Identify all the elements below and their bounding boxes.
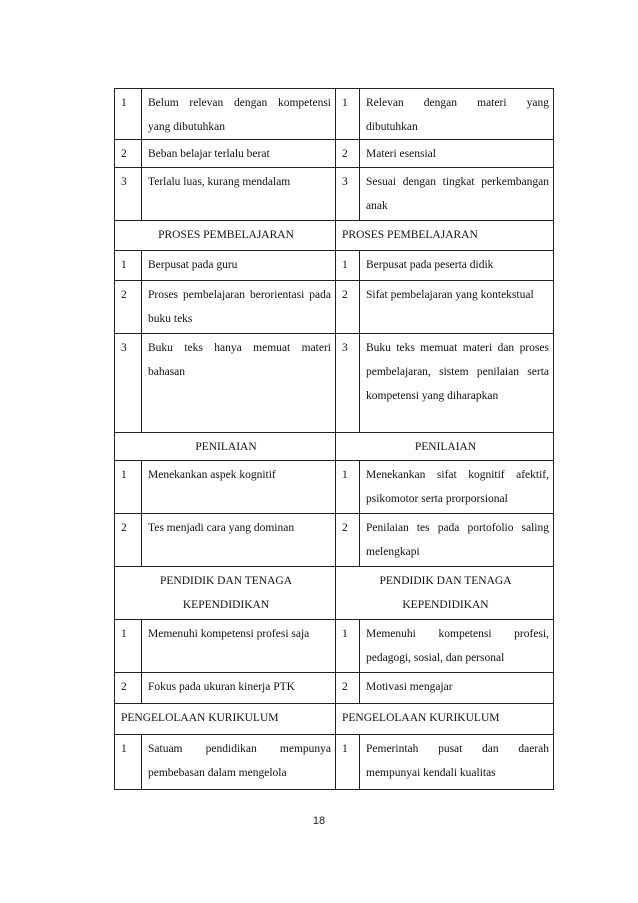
section-title: PROSES PEMBELAJARAN — [336, 221, 554, 251]
row-number: 1 — [115, 620, 142, 673]
row-number: 2 — [115, 140, 142, 168]
row-number: 2 — [336, 140, 360, 168]
table-row — [115, 514, 554, 567]
cell-new-curriculum: Pemerintah pusat dan daerah mempunyai kendali kualitas — [360, 735, 554, 790]
row-number: 3 — [336, 334, 360, 433]
row-number: 1 — [115, 735, 142, 790]
section-title: PENILAIAN — [336, 433, 554, 461]
section-title: PENGELOLAAN KURIKULUM — [115, 704, 336, 735]
cell-new-curriculum: Berpusat pada peserta didik — [360, 251, 554, 281]
row-number: 2 — [336, 514, 360, 567]
row-number: 3 — [115, 334, 142, 433]
cell-new-curriculum: Motivasi mengajar — [360, 673, 554, 704]
cell-old-curriculum: Memenuhi kompetensi profesi saja — [142, 620, 336, 673]
cell-old-curriculum: Satuam pendidikan mempunya pembebasan dalam mengelola — [142, 735, 336, 790]
cell-old-curriculum: Terlalu luas, kurang mendalam — [142, 168, 336, 221]
row-number: 3 — [115, 168, 142, 221]
section-title-line: PENDIDIK DAN TENAGA — [159, 575, 293, 587]
section-title: PENILAIAN — [115, 433, 336, 461]
row-number: 3 — [336, 168, 360, 221]
table-row — [115, 281, 554, 334]
table-row — [115, 673, 554, 704]
table-row — [115, 89, 554, 140]
table-row — [115, 140, 554, 168]
row-number: 2 — [115, 281, 142, 334]
cell-new-curriculum: Memenuhi kompetensi profesi, pedagogi, sosial, dan personal — [360, 620, 554, 673]
cell-new-curriculum: Materi esensial — [360, 140, 554, 168]
section-header-proses — [115, 221, 554, 251]
section-title-line: KEPENDIDIKAN — [182, 599, 270, 611]
table-row — [115, 334, 554, 433]
cell-old-curriculum: Berpusat pada guru — [142, 251, 336, 281]
table-row — [115, 461, 554, 514]
cell-new-curriculum: Sifat pembelajaran yang kontekstual — [360, 281, 554, 334]
cell-old-curriculum: Buku teks hanya memuat materi bahasan — [142, 334, 336, 433]
cell-new-curriculum: Relevan dengan materi yang dibutuhkan — [360, 89, 554, 140]
row-number: 2 — [115, 673, 142, 704]
row-number: 1 — [115, 89, 142, 140]
row-number: 1 — [115, 251, 142, 281]
table-row — [115, 168, 554, 221]
section-title — [336, 567, 554, 620]
cell-old-curriculum: Belum relevan dengan kompetensi yang dibutuhkan — [142, 89, 336, 140]
cell-old-curriculum: Tes menjadi cara yang dominan — [142, 514, 336, 567]
section-header-pengelolaan — [115, 704, 554, 735]
cell-new-curriculum: Sesuai dengan tingkat perkembangan anak — [360, 168, 554, 221]
row-number: 2 — [115, 514, 142, 567]
cell-new-curriculum: Penilaian tes pada portofolio saling melengkapi — [360, 514, 554, 567]
section-header-penilaian — [115, 433, 554, 461]
row-number: 2 — [336, 281, 360, 334]
section-header-pendidik — [115, 567, 554, 620]
cell-old-curriculum: Beban belajar terlalu berat — [142, 140, 336, 168]
row-number: 1 — [336, 251, 360, 281]
cell-new-curriculum: Menekankan sifat kognitif afektif, psikomotor serta prorporsional — [360, 461, 554, 514]
table-row — [115, 735, 554, 790]
cell-old-curriculum: Menekankan aspek kognitif — [142, 461, 336, 514]
page-number: 18 — [312, 815, 326, 827]
row-number: 1 — [115, 461, 142, 514]
table-row — [115, 620, 554, 673]
section-title: PROSES PEMBELAJARAN — [115, 221, 336, 251]
row-number: 2 — [336, 673, 360, 704]
section-title-line: PENDIDIK DAN TENAGA — [379, 575, 512, 587]
section-title-line: KEPENDIDIKAN — [402, 599, 489, 611]
section-title — [115, 567, 336, 620]
row-number: 1 — [336, 461, 360, 514]
curriculum-comparison-table — [114, 88, 554, 790]
cell-old-curriculum: Proses pembelajaran berorientasi pada buku teks — [142, 281, 336, 334]
row-number: 1 — [336, 89, 360, 140]
row-number: 1 — [336, 620, 360, 673]
section-title: PENGELOLAAN KURIKULUM — [336, 704, 554, 735]
table-row — [115, 251, 554, 281]
row-number: 1 — [336, 735, 360, 790]
cell-new-curriculum: Buku teks memuat materi dan proses pembelajaran, sistem penilaian serta kompetensi yang diharapkan — [360, 334, 554, 433]
cell-old-curriculum: Fokus pada ukuran kinerja PTK — [142, 673, 336, 704]
